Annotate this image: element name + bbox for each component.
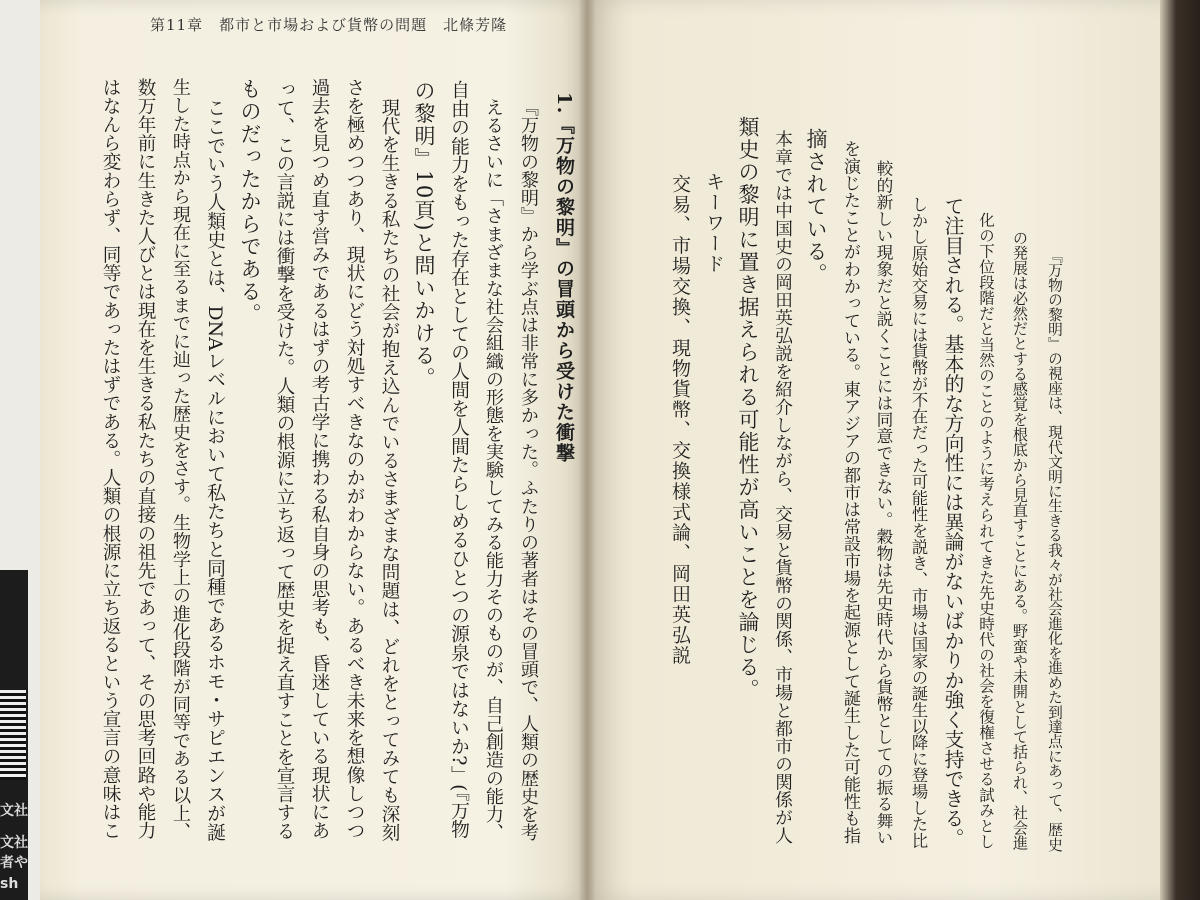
left-column-1: 『万物の黎明』から学ぶ点は非常に多かった。ふたりの著者はその冒頭で、人類の歴史を考 xyxy=(518,98,539,842)
left-column-13: はなんら変わらず、同等であったはずである。人類の根源に立ち返るという宣言の意味はこ xyxy=(100,78,121,840)
abstract-column-8: 摘されている。 xyxy=(804,128,828,286)
left-column-7: 過去を見つめ直す営みであるはずの考古学に携わる私自身の思考も、昏迷している現状にあ xyxy=(309,78,330,840)
left-column-3: 自由の能力をもった存在としての人間を人間たらしめるひとつの源泉ではないか?」(『万物 xyxy=(448,80,469,839)
abstract-column-3: 化の下位段階だと当然のことのように考えられてきた先史時代の社会を復権させる試みとし xyxy=(977,212,995,849)
abstract-column-4: て注目される。基本的な方向性には異論がないばかりか強く支持できる。 xyxy=(941,196,964,848)
page-stack-edge xyxy=(1160,0,1200,900)
edge-text-2: 文社 xyxy=(0,835,28,851)
left-column-4: の黎明』10頁)と問いかける。 xyxy=(412,80,436,390)
left-column-12: 数万年前に生きた人びとは現在を生きる私たちの直接の祖先であって、その思考回路や能力 xyxy=(135,78,156,840)
edge-text-3: 者や xyxy=(0,855,28,871)
left-column-5: 現代を生きる私たちの社会が抱え込んでいるさまざまな問題は、どれをとってみても深刻 xyxy=(379,98,400,842)
book-spine-shadow xyxy=(578,0,596,900)
left-column-9: ものだったからである。 xyxy=(238,78,262,326)
left-column-2: えるさいに「さまざまな社会組織の形態を実験してみる能力そのものが、自己創造の能力、 xyxy=(483,98,504,842)
abstract-column-9: 本章では中国史の岡田英弘説を紹介しながら、交易と貨幣の関係、市場と都市の関係が人 xyxy=(772,130,793,844)
edge-text-1: 文社 xyxy=(0,803,28,819)
abstract-column-1: 『万物の黎明』の視座は、現代文明に生きる我々が社会進化を進めた到達点にあって、歴史 xyxy=(1046,248,1063,852)
abstract-column-2: の発展は必然だとする感覚を根底から見直すことにある。野蛮や未開として括られ、社会進 xyxy=(1011,230,1029,851)
section-heading: 1.『万物の黎明』の冒頭から受けた衝撃 xyxy=(553,92,575,464)
abstract-column-10: 類史の黎明に置き据えられる可能性が高いことを論じる。 xyxy=(736,116,760,701)
left-column-10: ここでいう人類史とは、DNAレベルにおいて私たちと同種であるホモ・サピエンスが誕 xyxy=(204,98,226,842)
left-column-6: さを極めつつあり、現状にどう対処すべきなのかがわからない。あるべき未来を想像しつつ xyxy=(344,78,365,840)
running-head: 第11章 都市と市場および貨幣の問題 北條芳隆 xyxy=(150,16,508,34)
keyword-list: 交易、市場交換、現物貨幣、交換様式論、岡田英弘説 xyxy=(669,174,691,666)
abstract-column-6: 較的新しい現象だと説くことには同意できない。穀物は先史時代から貨幣としての振る舞い xyxy=(874,160,894,846)
adjacent-book-edge xyxy=(0,0,42,900)
keyword-label: キーワード xyxy=(703,172,725,275)
qr-code-graphic xyxy=(0,690,26,780)
left-column-8: って、この言説には衝撃を受けた。人類の根源に立ち返って歴史を捉え直すことを宣言する xyxy=(274,80,295,841)
edge-text-4: sh xyxy=(0,876,19,892)
left-column-11: 生した時点から現在に至るまでに辿った歴史をさす。生物学上の進化段階が同等である以上、 xyxy=(170,78,191,841)
abstract-column-5: しかし原始交易には貨幣が不在だった可能性を説き、市場は国家の誕生以降に登場した比 xyxy=(909,196,928,849)
abstract-column-7: を演じたことがわかっている。東アジアの都市は常設市場を起源として誕生した可能性も指 xyxy=(840,140,860,844)
